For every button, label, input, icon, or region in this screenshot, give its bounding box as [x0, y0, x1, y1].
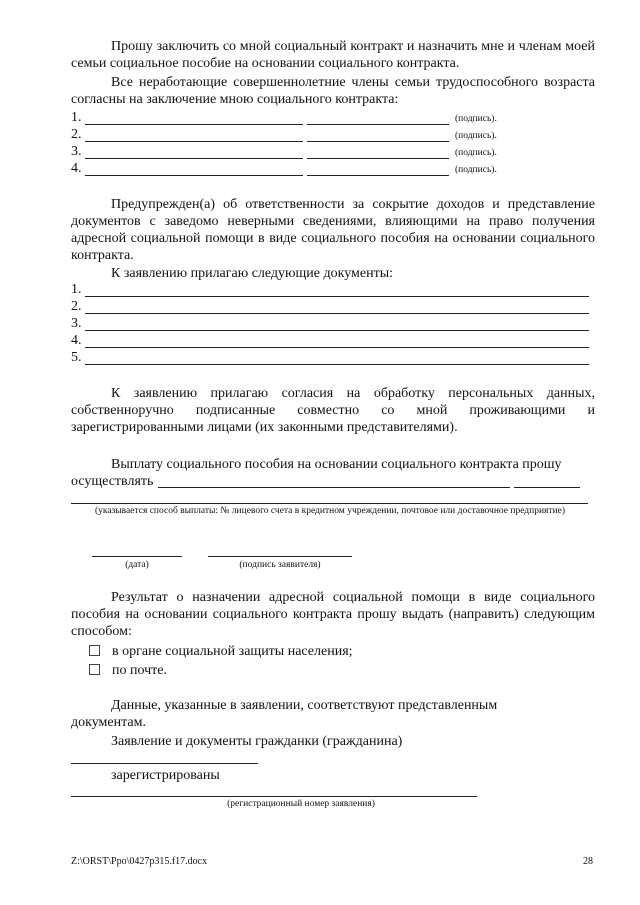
row-number: 4. [71, 333, 82, 348]
payment-method-field-tail[interactable] [514, 473, 580, 488]
row-number: 2. [71, 127, 82, 142]
payment-request-line: Выплату социального пособия на основании социального контракта прошу [111, 457, 562, 472]
row-number: 3. [71, 316, 82, 331]
document-row-2 [71, 299, 591, 315]
row-number: 1. [71, 110, 82, 125]
document-field[interactable] [85, 333, 589, 348]
signature-label: (подпись). [455, 131, 497, 141]
page-number: 28 [583, 856, 593, 867]
family-row-3 [71, 144, 591, 160]
date-field[interactable] [92, 556, 182, 557]
document-field[interactable] [85, 299, 589, 314]
checkbox-icon[interactable] [89, 645, 100, 656]
family-consent-paragraph: Все неработающие совершеннолетние члены семьи трудоспособного возраста согласны на заключение мною социального контракта: [71, 75, 595, 107]
document-row-3 [71, 316, 591, 332]
row-number: 5. [71, 350, 82, 365]
result-delivery-paragraph: Результат о назначении адресной социальной помощи в виде социального пособия на основании социального контракта прошу выдать (направить) следующим способом: [71, 590, 595, 639]
signature-label: (подпись). [455, 114, 497, 124]
option-label: по почте. [112, 663, 167, 678]
attached-documents-heading: К заявлению прилагаю следующие документы: [111, 266, 394, 281]
payment-hint: (указывается способ выплаты: № лицевого счета в кредитном учреждении, почтовое или доставочное предприятие) [94, 506, 566, 516]
family-name-field[interactable] [85, 110, 303, 125]
option-mail[interactable] [89, 662, 613, 679]
family-signature-field[interactable] [307, 110, 449, 125]
document-row-5 [71, 350, 591, 366]
payment-method-label: осуществлять [71, 474, 154, 489]
family-name-field[interactable] [85, 127, 303, 142]
family-row-2 [71, 127, 591, 143]
applicant-signature-field[interactable] [208, 556, 352, 557]
row-number: 2. [71, 299, 82, 314]
registered-label: зарегистрированы [111, 768, 220, 783]
family-row-4 [71, 161, 591, 177]
responsibility-paragraph: Предупрежден(а) об ответственности за сокрытие доходов и представление документов с заведомо неверными сведениями, влияющими на право получения адресной социальной помощи в виде социального пособия на основании социального контракта. [71, 197, 595, 263]
option-social-protection[interactable] [89, 643, 613, 660]
request-paragraph: Прошу заключить со мной социальный контракт и назначить мне и членам моей семьи социальное пособие на основании социального контракта. [71, 39, 595, 71]
option-label: в органе социальной защиты населения; [112, 644, 353, 659]
family-row-1 [71, 110, 591, 126]
footer-file-path: Z:\ORST\Ppo\0427p315.f17.docx [71, 856, 208, 867]
checkbox-icon[interactable] [89, 664, 100, 675]
payment-method-field[interactable] [158, 473, 510, 488]
row-number: 4. [71, 161, 82, 176]
signature-label: (подпись). [455, 165, 497, 175]
document-field[interactable] [85, 316, 589, 331]
document-row-4 [71, 333, 591, 349]
registration-number-field[interactable] [71, 796, 477, 797]
family-signature-field[interactable] [307, 144, 449, 159]
family-signature-field[interactable] [307, 161, 449, 176]
signature-label: (подпись). [455, 148, 497, 158]
date-label: (дата) [125, 560, 149, 570]
document-field[interactable] [85, 282, 589, 297]
document-row-1 [71, 282, 591, 298]
data-conformity-paragraph: Данные, указанные в заявлении, соответствуют представленным документам. [71, 698, 498, 730]
family-name-field[interactable] [85, 161, 303, 176]
personal-data-consent-paragraph: К заявлению прилагаю согласия на обработку персональных данных, собственноручно подписанные совместно со мной проживающими и зарегистрированными лицами (их законными представителями). [71, 386, 595, 435]
family-signature-field[interactable] [307, 127, 449, 142]
row-number: 3. [71, 144, 82, 159]
family-name-field[interactable] [85, 144, 303, 159]
document-field[interactable] [85, 350, 589, 365]
applicant-signature-label: (подпись заявителя) [239, 560, 321, 570]
registration-paragraph: Заявление и документы гражданки (гражданина) [111, 734, 403, 749]
registration-number-label: (регистрационный номер заявления) [227, 799, 375, 809]
row-number: 1. [71, 282, 82, 297]
citizen-name-field[interactable] [71, 763, 258, 764]
payment-method-line-2[interactable] [71, 503, 588, 504]
